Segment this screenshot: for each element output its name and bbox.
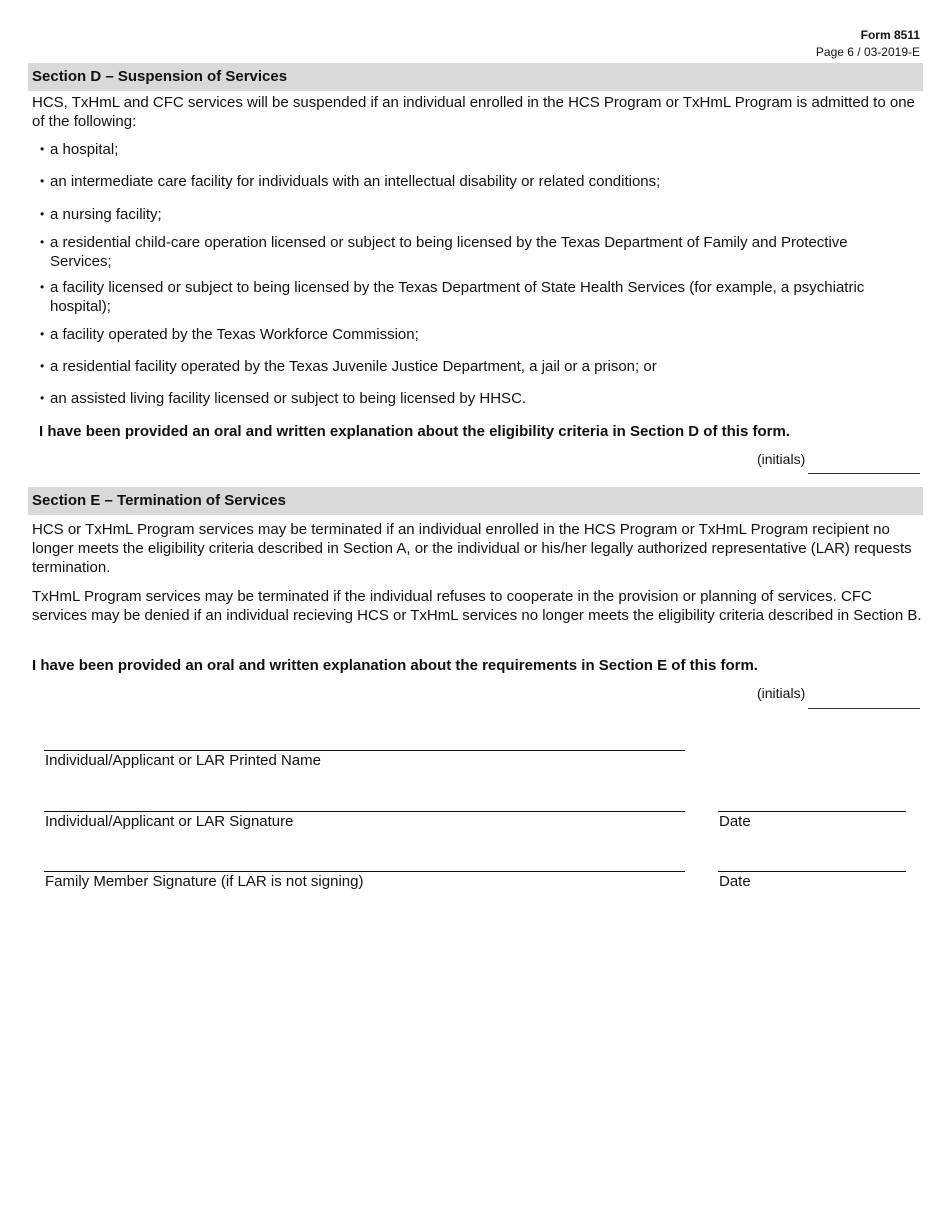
section-e-title: Section E – Termination of Services xyxy=(28,487,923,515)
section-d-acknowledgment: I have been provided an oral and written explanation about the eligibility criteria in Section D of this form. xyxy=(39,423,790,440)
list-item: • a facility licensed or subject to being licensed by the Texas Department of State Health Services (for example, a psychiatric hospital); xyxy=(40,279,865,315)
list-item: • an intermediate care facility for individuals with an intellectual disability or related conditions; xyxy=(40,173,661,190)
section-d-intro: HCS, TxHmL and CFC services will be suspended if an individual enrolled in the HCS Program or TxHmL Program is admitted to one of the following: xyxy=(32,94,915,130)
signature-field[interactable] xyxy=(44,811,685,812)
bullet-icon: • xyxy=(40,142,45,156)
bullet-icon: • xyxy=(40,207,45,221)
bullet-icon: • xyxy=(40,327,45,341)
section-d-initials-label: (initials) xyxy=(757,451,806,467)
date-label-2: Date xyxy=(719,873,751,890)
list-item: • an assisted living facility licensed or subject to being licensed by HHSC. xyxy=(40,390,527,407)
bullet-icon: • xyxy=(40,359,45,373)
form-number: Form 8511 xyxy=(860,28,920,42)
list-item: • a hospital; xyxy=(40,141,119,158)
list-item: • a residential facility operated by the Texas Juvenile Justice Department, a jail or a prison; or xyxy=(40,358,657,375)
bullet-icon: • xyxy=(40,174,45,188)
section-e-initials-label: (initials) xyxy=(757,685,806,701)
page-info: Page 6 / 03-2019-E xyxy=(815,45,920,59)
section-d-initials-field[interactable] xyxy=(808,473,920,474)
date-label-1: Date xyxy=(719,813,751,830)
section-e-acknowledgment: I have been provided an oral and written explanation about the requirements in Section E of this form. xyxy=(32,657,758,674)
date-field-1[interactable] xyxy=(718,811,906,812)
section-e-para-1: HCS or TxHmL Program services may be terminated if an individual enrolled in the HCS Program or TxHmL Program recipient no longer meets the eligibility criteria described in Section A, or the individual or his/her legally authorized representative (LAR) requests termination. xyxy=(32,521,912,576)
page-header xyxy=(816,27,920,61)
list-item: • a nursing facility; xyxy=(40,206,162,223)
signature-label: Individual/Applicant or LAR Signature xyxy=(45,813,294,830)
date-field-2[interactable] xyxy=(718,871,906,872)
printed-name-field[interactable] xyxy=(44,750,685,751)
list-item: • a facility operated by the Texas Workforce Commission; xyxy=(40,326,419,343)
printed-name-label: Individual/Applicant or LAR Printed Name xyxy=(45,752,321,769)
section-d-title: Section D – Suspension of Services xyxy=(28,63,923,91)
family-signature-field[interactable] xyxy=(44,871,685,872)
list-item: • a residential child-care operation licensed or subject to being licensed by the Texas Department of Family and Protective Services; xyxy=(40,234,848,270)
bullet-icon: • xyxy=(40,235,45,249)
family-signature-label: Family Member Signature (if LAR is not signing) xyxy=(45,873,364,890)
section-e-initials-field[interactable] xyxy=(808,708,920,709)
bullet-icon: • xyxy=(40,280,45,294)
bullet-icon: • xyxy=(40,391,45,405)
section-e-para-2: TxHmL Program services may be terminated if the individual refuses to cooperate in the provision or planning of services. CFC services may be denied if an individual recieving HCS or TxHmL services no longer meets the eligibility criteria described in Section B. xyxy=(32,588,922,624)
